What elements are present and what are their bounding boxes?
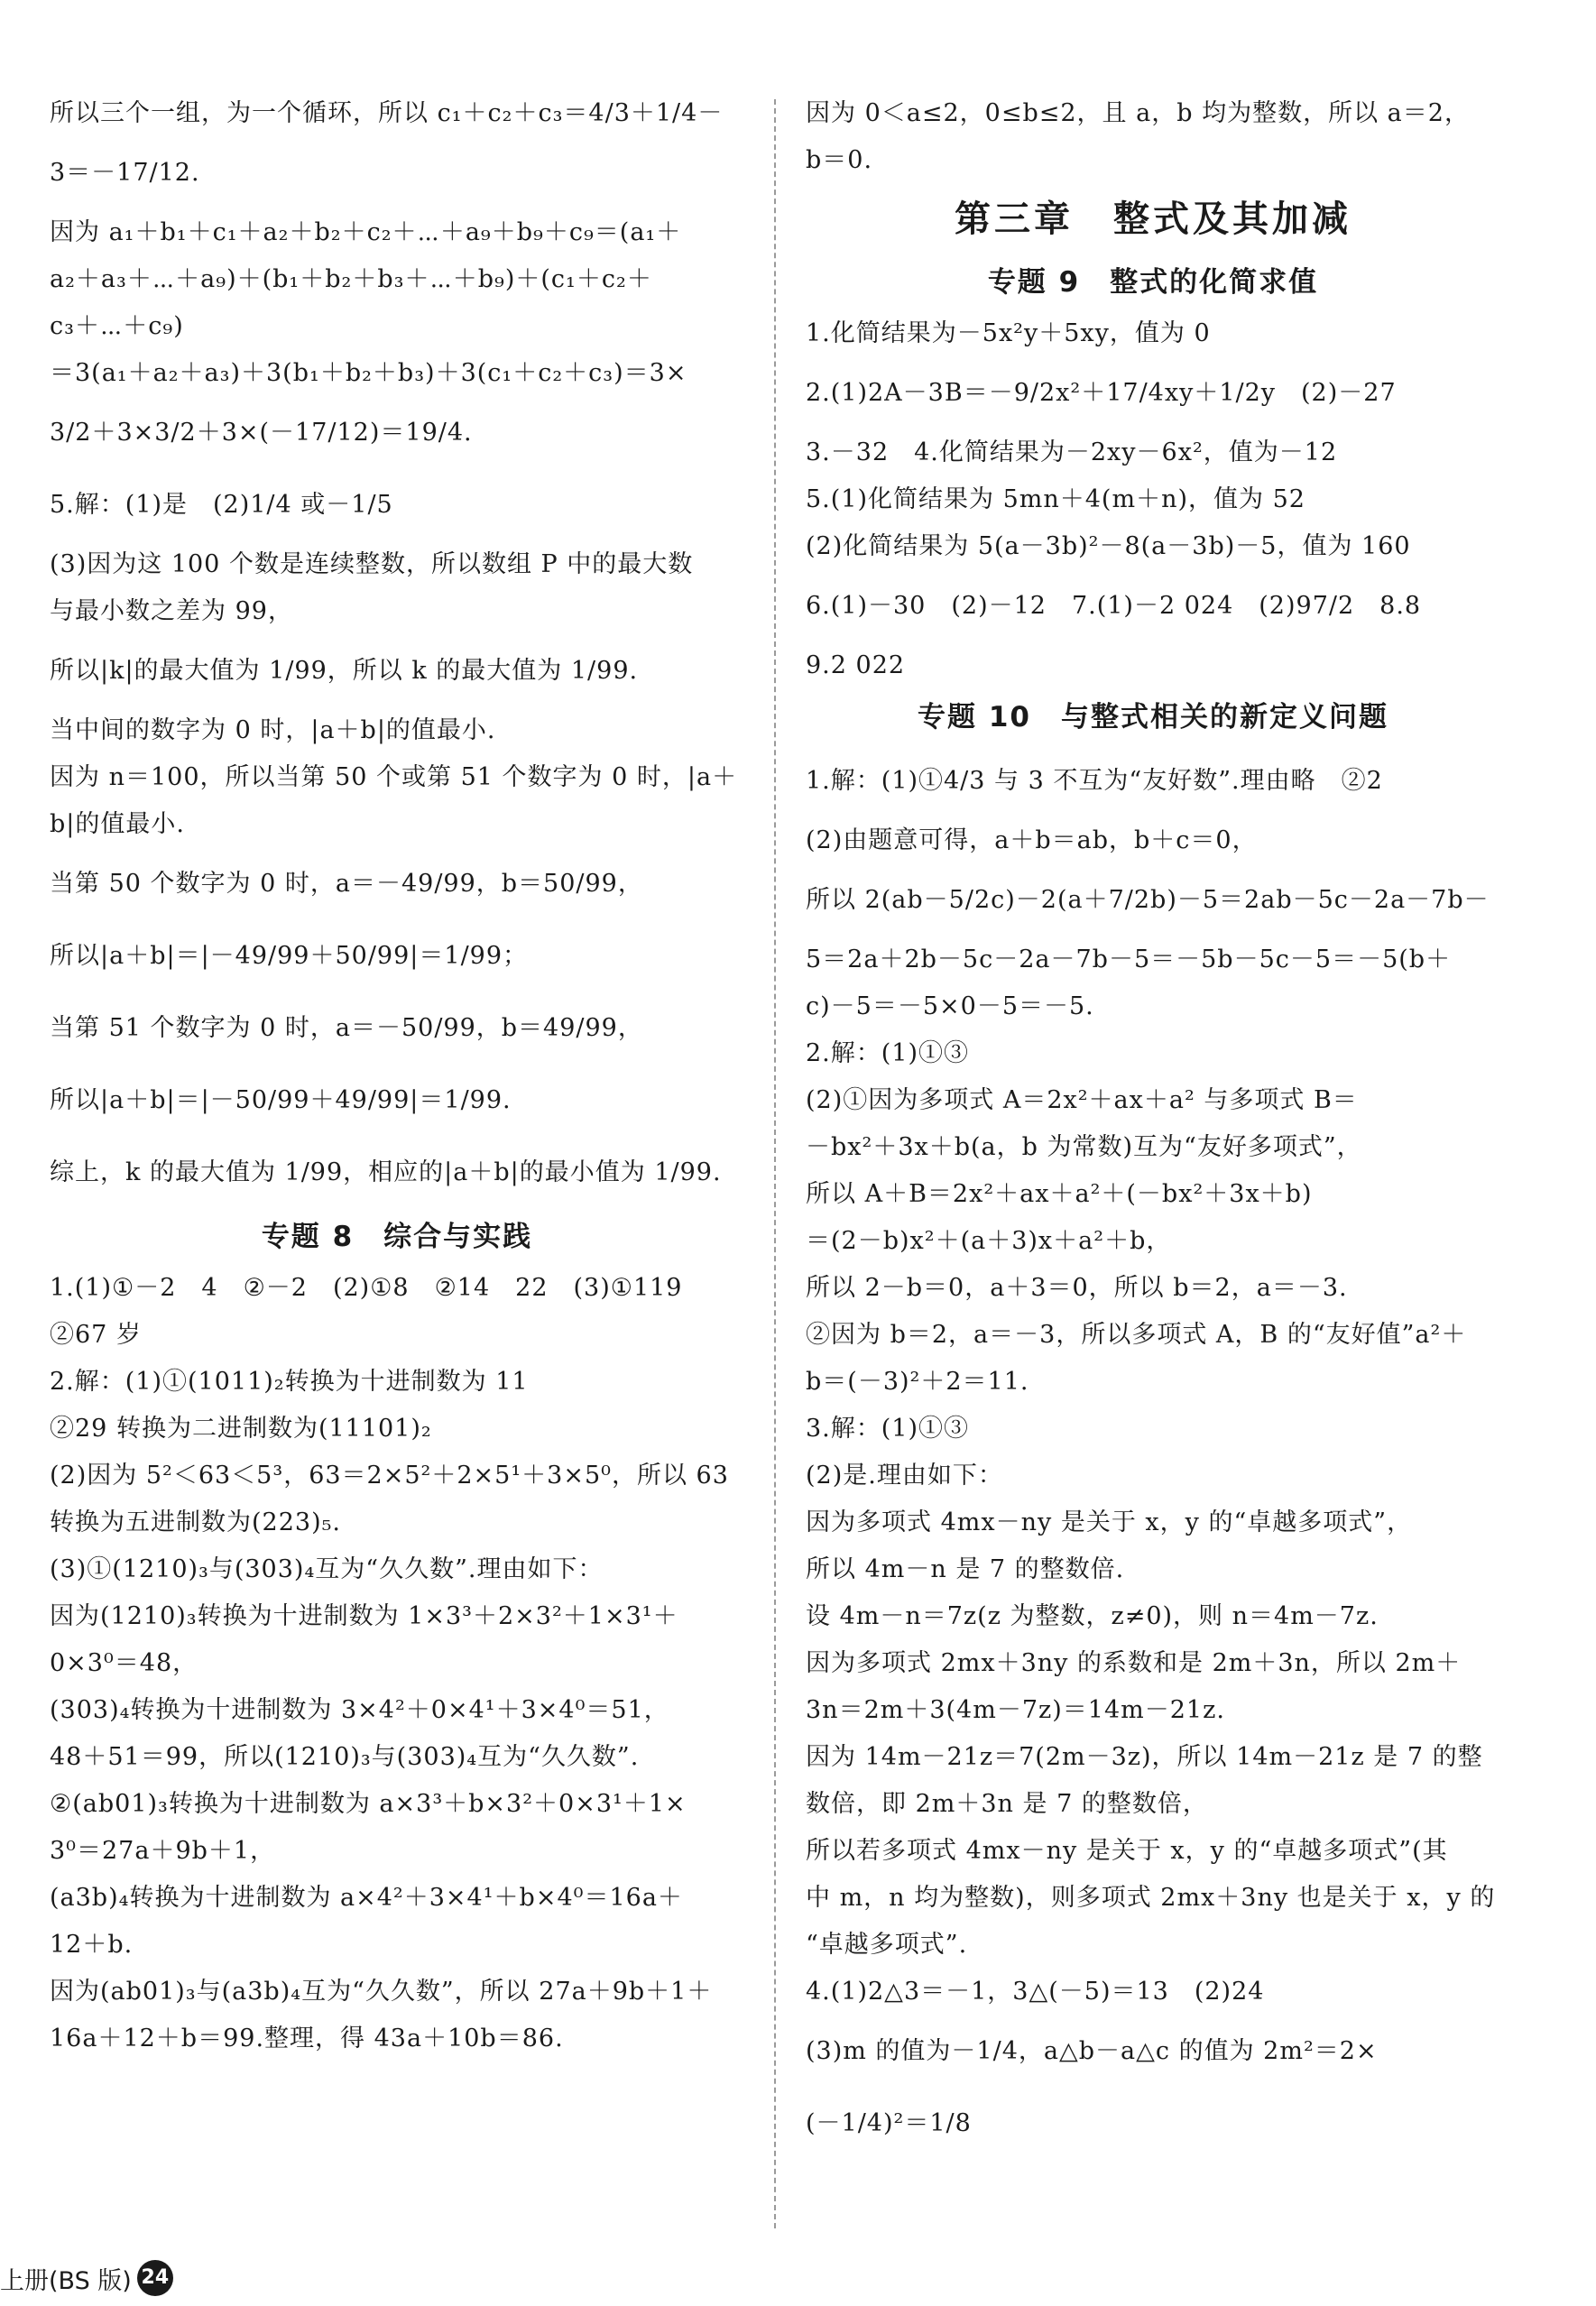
section-heading: 专题 9 整式的化简求值: [987, 266, 1319, 299]
text-line: 3.－32 4.化简结果为－2xy－6x²，值为－12: [806, 438, 1338, 466]
text-line: (2)因为 5²＜63＜5³，63＝2×5²＋2×5¹＋3×5⁰，所以 63: [50, 1462, 729, 1490]
section-heading: 专题 10 与整式相关的新定义问题: [918, 701, 1388, 733]
edition-label: 上册(BS 版): [0, 2266, 132, 2295]
text-line: 12＋b.: [50, 1931, 134, 1959]
chapter-title: 第三章 整式及其加减: [955, 198, 1352, 240]
text-line: 因为(ab01)₃与(a3b)₄互为“久久数”，所以 27a＋9b＋1＋: [50, 1978, 713, 2006]
text-line: 2.(1)2A－3B＝－9/2x²＋17/4xy＋1/2y (2)－27: [806, 379, 1397, 407]
text-line: 5.(1)化简结果为 5mn＋4(m＋n)，值为 52: [806, 485, 1305, 513]
text-line: (3)因为这 100 个数是连续整数，所以数组 P 中的最大数: [50, 550, 694, 578]
text-line: ＝3(a₁＋a₂＋a₃)＋3(b₁＋b₂＋b₃)＋3(c₁＋c₂＋c₃)＝3×: [50, 359, 687, 387]
text-line: ②因为 b＝2，a＝－3，所以多项式 A，B 的“友好值”a²＋: [806, 1321, 1467, 1349]
text-line: 设 4m－n＝7z(z 为整数，z≠0)，则 n＝4m－7z.: [806, 1602, 1379, 1630]
text-line: 因为 a₁＋b₁＋c₁＋a₂＋b₂＋c₂＋⋯＋a₉＋b₉＋c₉＝(a₁＋: [50, 218, 682, 246]
text-line: 因为多项式 4mx－ny 是关于 x，y 的“卓越多项式”，: [806, 1508, 1413, 1536]
text-line: (3)①(1210)₃与(303)₄互为“久久数”.理由如下：: [50, 1555, 604, 1583]
text-line: 当中间的数字为 0 时，|a＋b|的值最小.: [50, 716, 496, 744]
text-line: ②29 转换为二进制数为(11101)₂: [50, 1415, 432, 1443]
text-line: (3)m 的值为－1/4，a△b－a△c 的值为 2m²＝2×: [806, 2037, 1378, 2065]
text-line: 2.解：(1)①(1011)₂转换为十进制数为 11: [50, 1368, 529, 1396]
text-line: 1.化简结果为－5x²y＋5xy，值为 0: [806, 319, 1211, 347]
text-line: 5.解：(1)是 (2)1/4 或－1/5: [50, 491, 393, 519]
text-line: 3/2＋3×3/2＋3×(－17/12)＝19/4.: [50, 419, 473, 447]
text-line: (303)₄转换为十进制数为 3×4²＋0×4¹＋3×4⁰＝51，: [50, 1696, 669, 1724]
text-line: c)－5＝－5×0－5＝－5.: [806, 992, 1094, 1020]
text-line: 所以 2(ab－5/2c)－2(a＋7/2b)－5＝2ab－5c－2a－7b－: [806, 886, 1490, 914]
text-line: 因为(1210)₃转换为十进制数为 1×3³＋2×3²＋1×3¹＋: [50, 1602, 678, 1630]
text-line: (－1/4)²＝1/8: [806, 2109, 972, 2137]
text-line: 0×3⁰＝48，: [50, 1649, 198, 1677]
text-line: 所以若多项式 4mx－ny 是关于 x，y 的“卓越多项式”(其: [806, 1837, 1448, 1865]
text-line: 综上，k 的最大值为 1/99，相应的|a＋b|的最小值为 1/99.: [50, 1158, 722, 1186]
text-line: 所以|a＋b|＝|－49/99＋50/99|＝1/99；: [50, 942, 529, 970]
text-line: 因为 14m－21z＝7(2m－3z)，所以 14m－21z 是 7 的整: [806, 1743, 1483, 1771]
text-line: 48＋51＝99，所以(1210)₃与(303)₄互为“久久数”.: [50, 1743, 640, 1771]
text-line: ②(ab01)₃转换为十进制数为 a×3³＋b×3²＋0×3¹＋1×: [50, 1790, 687, 1818]
text-line: 1.解：(1)①4/3 与 3 不互为“友好数”.理由略 ②2: [806, 767, 1383, 795]
text-line: 因为多项式 2mx＋3ny 的系数和是 2m＋3n，所以 2m＋: [806, 1649, 1462, 1677]
text-line: 所以 2－b＝0，a＋3＝0，所以 b＝2，a＝－3.: [806, 1274, 1348, 1302]
right-column: [806, 90, 1500, 2160]
text-line: 4.(1)2△3＝－1，3△(－5)＝13 (2)24: [806, 1978, 1265, 2006]
text-line: 3＝－17/12.: [50, 159, 200, 187]
text-line: (2)①因为多项式 A＝2x²＋ax＋a² 与多项式 B＝: [806, 1086, 1358, 1114]
text-line: 数倍，即 2m＋3n 是 7 的整数倍，: [806, 1790, 1208, 1818]
text-line: ②67 岁: [50, 1321, 142, 1349]
text-line: 所以|k|的最大值为 1/99，所以 k 的最大值为 1/99.: [50, 657, 639, 685]
left-column: [50, 90, 744, 2062]
text-line: 3.解：(1)①③: [806, 1415, 970, 1443]
text-line: 所以三个一组，为一个循环，所以 c₁＋c₂＋c₃＝4/3＋1/4－: [50, 99, 724, 127]
text-line: (2)是.理由如下：: [806, 1462, 1003, 1490]
page-footer: [0, 2260, 173, 2296]
text-line: b|的值最小.: [50, 810, 185, 838]
text-line: 所以 4m－n 是 7 的整数倍.: [806, 1555, 1125, 1583]
text-line: (2)化简结果为 5(a－3b)²－8(a－3b)－5，值为 160: [806, 532, 1411, 560]
text-line: 当第 50 个数字为 0 时，a＝－49/99，b＝50/99，: [50, 870, 643, 898]
text-line: 所以 A＋B＝2x²＋ax＋a²＋(－bx²＋3x＋b): [806, 1180, 1313, 1208]
text-line: 因为 0＜a≤2，0≤b≤2，且 a，b 均为整数，所以 a＝2，: [806, 99, 1470, 127]
text-line: 1.(1)①－2 4 ②－2 (2)①8 ②14 22 (3)①119: [50, 1274, 683, 1302]
text-line: 3⁰＝27a＋9b＋1，: [50, 1837, 276, 1865]
column-divider: [774, 99, 776, 2228]
text-line: 3n＝2m＋3(4m－7z)＝14m－21z.: [806, 1696, 1225, 1724]
text-line: 所以|a＋b|＝|－50/99＋49/99|＝1/99.: [50, 1086, 512, 1114]
text-line: －bx²＋3x＋b(a，b 为常数)互为“友好多项式”，: [806, 1133, 1362, 1161]
text-line: 因为 n＝100，所以当第 50 个或第 51 个数字为 0 时，|a＋: [50, 763, 738, 791]
section-heading: 专题 8 综合与实践: [261, 1221, 533, 1253]
text-line: 中 m，n 均为整数)，则多项式 2mx＋3ny 也是关于 x，y 的: [806, 1884, 1496, 1912]
text-line: ＝(2－b)x²＋(a＋3)x＋a²＋b，: [806, 1227, 1172, 1255]
text-line: c₃＋⋯＋c₉): [50, 312, 184, 340]
text-line: 2.解：(1)①③: [806, 1039, 970, 1067]
text-line: (a3b)₄转换为十进制数为 a×4²＋3×4¹＋b×4⁰＝16a＋: [50, 1884, 683, 1912]
text-line: 转换为五进制数为(223)₅.: [50, 1508, 342, 1536]
text-line: b＝0.: [806, 146, 873, 174]
text-line: “卓越多项式”.: [806, 1931, 968, 1959]
text-line: a₂＋a₃＋⋯＋a₉)＋(b₁＋b₂＋b₃＋⋯＋b₉)＋(c₁＋c₂＋: [50, 265, 652, 293]
text-line: b＝(－3)²＋2＝11.: [806, 1368, 1029, 1396]
text-line: 6.(1)－30 (2)－12 7.(1)－2 024 (2)97/2 8.8: [806, 592, 1422, 620]
text-line: (2)由题意可得，a＋b＝ab，b＋c＝0，: [806, 826, 1258, 854]
text-line: 5＝2a＋2b－5c－2a－7b－5＝－5b－5c－5＝－5(b＋: [806, 945, 1452, 973]
text-line: 当第 51 个数字为 0 时，a＝－50/99，b＝49/99，: [50, 1014, 643, 1042]
text-line: 9.2 022: [806, 651, 906, 679]
text-line: 16a＋12＋b＝99.整理，得 43a＋10b＝86.: [50, 2025, 564, 2052]
page-number-badge: 24: [137, 2260, 173, 2296]
text-line: 与最小数之差为 99，: [50, 597, 293, 625]
